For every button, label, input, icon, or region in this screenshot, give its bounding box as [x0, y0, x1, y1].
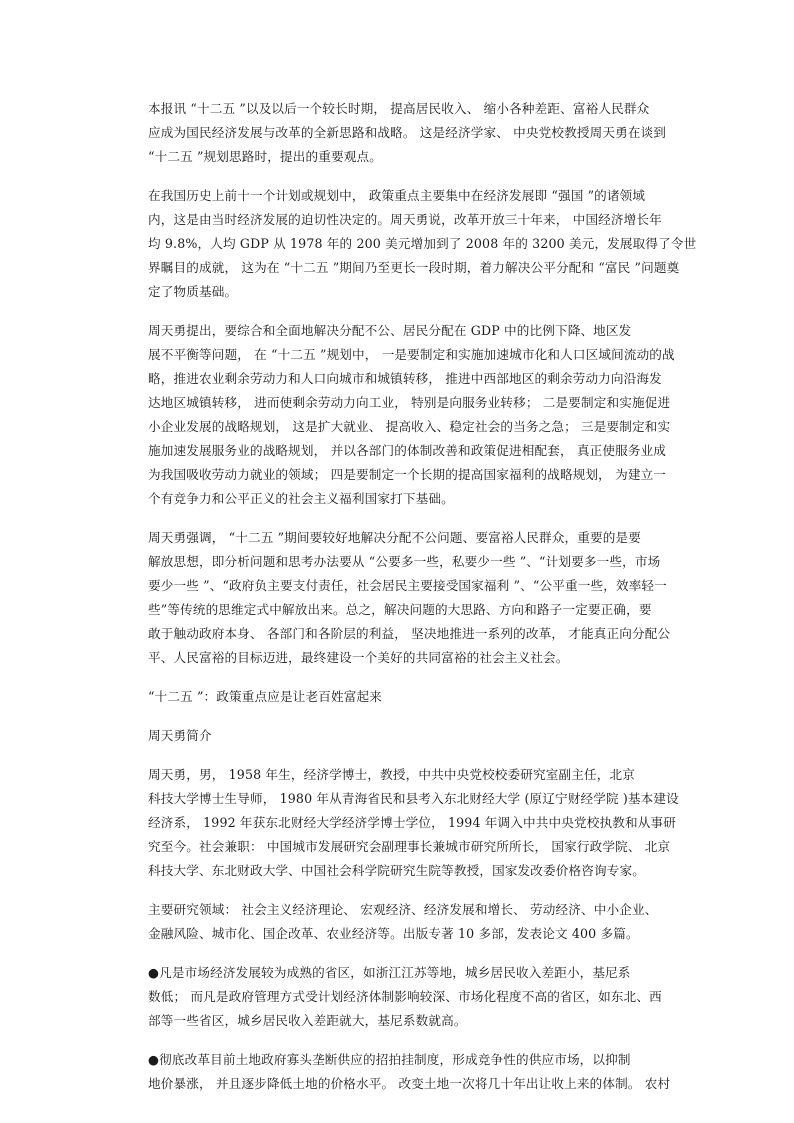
text-line: 略，推进农业剩余劳动力和人口向城市和城镇转移， 推进中西部地区的剩余劳动力向沿海发	[148, 371, 662, 386]
paragraph	[120, 898, 672, 946]
text-line: 科技大学、东北财政大学、中国社会科学院研究生院等教授，国家发改委价格咨询专家。	[148, 863, 646, 878]
text-line: “十二五 ”：政策重点应是让老百姓富起来	[148, 689, 382, 704]
text-line: 定了物质基础。	[148, 284, 238, 299]
text-line: 敢于触动政府本身、 各部门和各阶层的利益， 坚决地推进一系列的改革， 才能真正向分配公	[148, 626, 671, 641]
text-line: 主要研究领域： 社会主义经济理论、 宏观经济、经济发展和增长、 劳动经济、中小企业、	[148, 902, 658, 917]
paragraph	[120, 97, 672, 169]
text-line: “十二五 ”规划思路时，提出的重要观点。	[148, 149, 382, 164]
text-line: 经济系， 1992 年获东北财经大学经济学博士学位， 1994 年调入中共中央党校执教和从事研	[148, 815, 676, 830]
text-line: 平、人民富裕的目标迈进，最终建设一个美好的共同富裕的社会主义社会。	[148, 650, 569, 665]
text-line: 界瞩目的成就， 这为在 “十二五 ”期间乃至更长一段时期，着力解决公平分配和 “富民 ”问题奠	[148, 260, 680, 275]
text-line: 达地区城镇转移， 进而使剩余劳动力向工业， 特别是向服务业转移； 二是要制定和实施促进	[148, 395, 671, 410]
text-line: 周天勇，男， 1958 年生，经济学博士，教授，中共中央党校校委研究室副主任，北京	[148, 767, 635, 782]
paragraph	[120, 319, 675, 511]
paragraph	[120, 961, 672, 1033]
text-line: 周天勇提出，要综合和全面地解决分配不公、居民分配在 GDP 中的比例下降、地区发	[148, 323, 632, 338]
text-line: 科技大学博士生导师， 1980 年从青海省民和县考入东北财经大学 (原辽宁财经学院 )基本建设	[148, 791, 679, 806]
text-line: ●凡是市场经济发展较为成熟的省区，如浙江江苏等地，城乡居民收入差距小，基尼系	[148, 965, 631, 980]
paragraph	[120, 1048, 672, 1096]
text-line: 周天勇简介	[148, 728, 212, 743]
text-line: 数低； 而凡是政府管理方式受计划经济体制影响较深、市场化程度不高的省区，如东北、西	[148, 989, 662, 1004]
text-line: 要少一些 ”、“政府负主要支付责任，社会居民主要接受国家福利 ”、“公平重一些，效率轻一	[148, 578, 667, 593]
paragraph	[120, 184, 697, 304]
text-line: 周天勇强调， “十二五 ”期间要较好地解决分配不公问题、要富裕人民群众，重要的是要	[148, 530, 642, 545]
text-line: 应成为国民经济发展与改革的全新思路和战略。 这是经济学家、 中央党校教授周天勇在谈到	[148, 125, 667, 140]
document-body	[120, 97, 697, 1111]
text-line: 究至今。社会兼职： 中国城市发展研究会副理事长兼城市研究所所长， 国家行政学院、 北京	[148, 839, 671, 854]
text-line: 均 9.8%，人均 GDP 从 1978 年的 200 美元增加到了 2008 年的 3200 美元，发展取得了令世	[148, 236, 697, 251]
text-line: 些”等传统的思维定式中解放出来。总之，解决问题的大思路、方向和路子一定要正确，要	[148, 602, 652, 617]
text-line: 个有竞争力和公平正义的社会主义福利国家打下基础。	[148, 491, 454, 506]
text-line: 为我国吸收劳动力就业的领域； 四是要制定一个长期的提高国家福利的战略规划， 为建立一	[148, 467, 667, 482]
text-line: 本报讯 “十二五 ”以及以后一个较长时期， 提高居民收入、 缩小各种差距、富裕人民群众	[148, 101, 650, 116]
section-heading	[120, 724, 672, 748]
paragraph	[120, 763, 679, 883]
text-line: 部等一些省区，城乡居民收入差距就大，基尼系数就高。	[148, 1013, 467, 1028]
paragraph	[120, 526, 672, 670]
text-line: 解放思想，即分析问题和思考办法要从 “公要多一些，私要少一些 ”、“计划要多一些，市场	[148, 554, 661, 569]
section-heading	[120, 685, 672, 709]
text-line: 小企业发展的战略规划， 这是扩大就业、 提高收入、稳定社会的当务之急； 三是要制定和实	[148, 419, 671, 434]
text-line: ●彻底改革目前土地政府寡头垄断供应的招拍挂制度，形成竞争性的供应市场，以抑制	[148, 1052, 631, 1067]
text-line: 内，这是由当时经济发展的迫切性决定的。周天勇说，改革开放三十年来， 中国经济增长年	[148, 212, 662, 227]
text-line: 在我国历史上前十一个计划或规划中， 政策重点主要集中在经济发展即 “强国 ”的诸领域	[148, 188, 646, 203]
text-line: 展不平衡等问题， 在 “十二五 ”规划中， 一是要制定和实施加速城市化和人口区域间流动的战	[148, 347, 675, 362]
text-line: 施加速发展服务业的战略规划， 并以各部门的体制改善和政策促进相配套， 真正使服务业成	[148, 443, 667, 458]
text-line: 地价暴涨， 并且逐步降低土地的价格水平。 改变土地一次将几十年出让收上来的体制。 农村	[148, 1076, 671, 1091]
text-line: 金融风险、城市化、国企改革、农业经济等。出版专著 10 多部，发表论文 400 多篇。	[148, 926, 639, 941]
